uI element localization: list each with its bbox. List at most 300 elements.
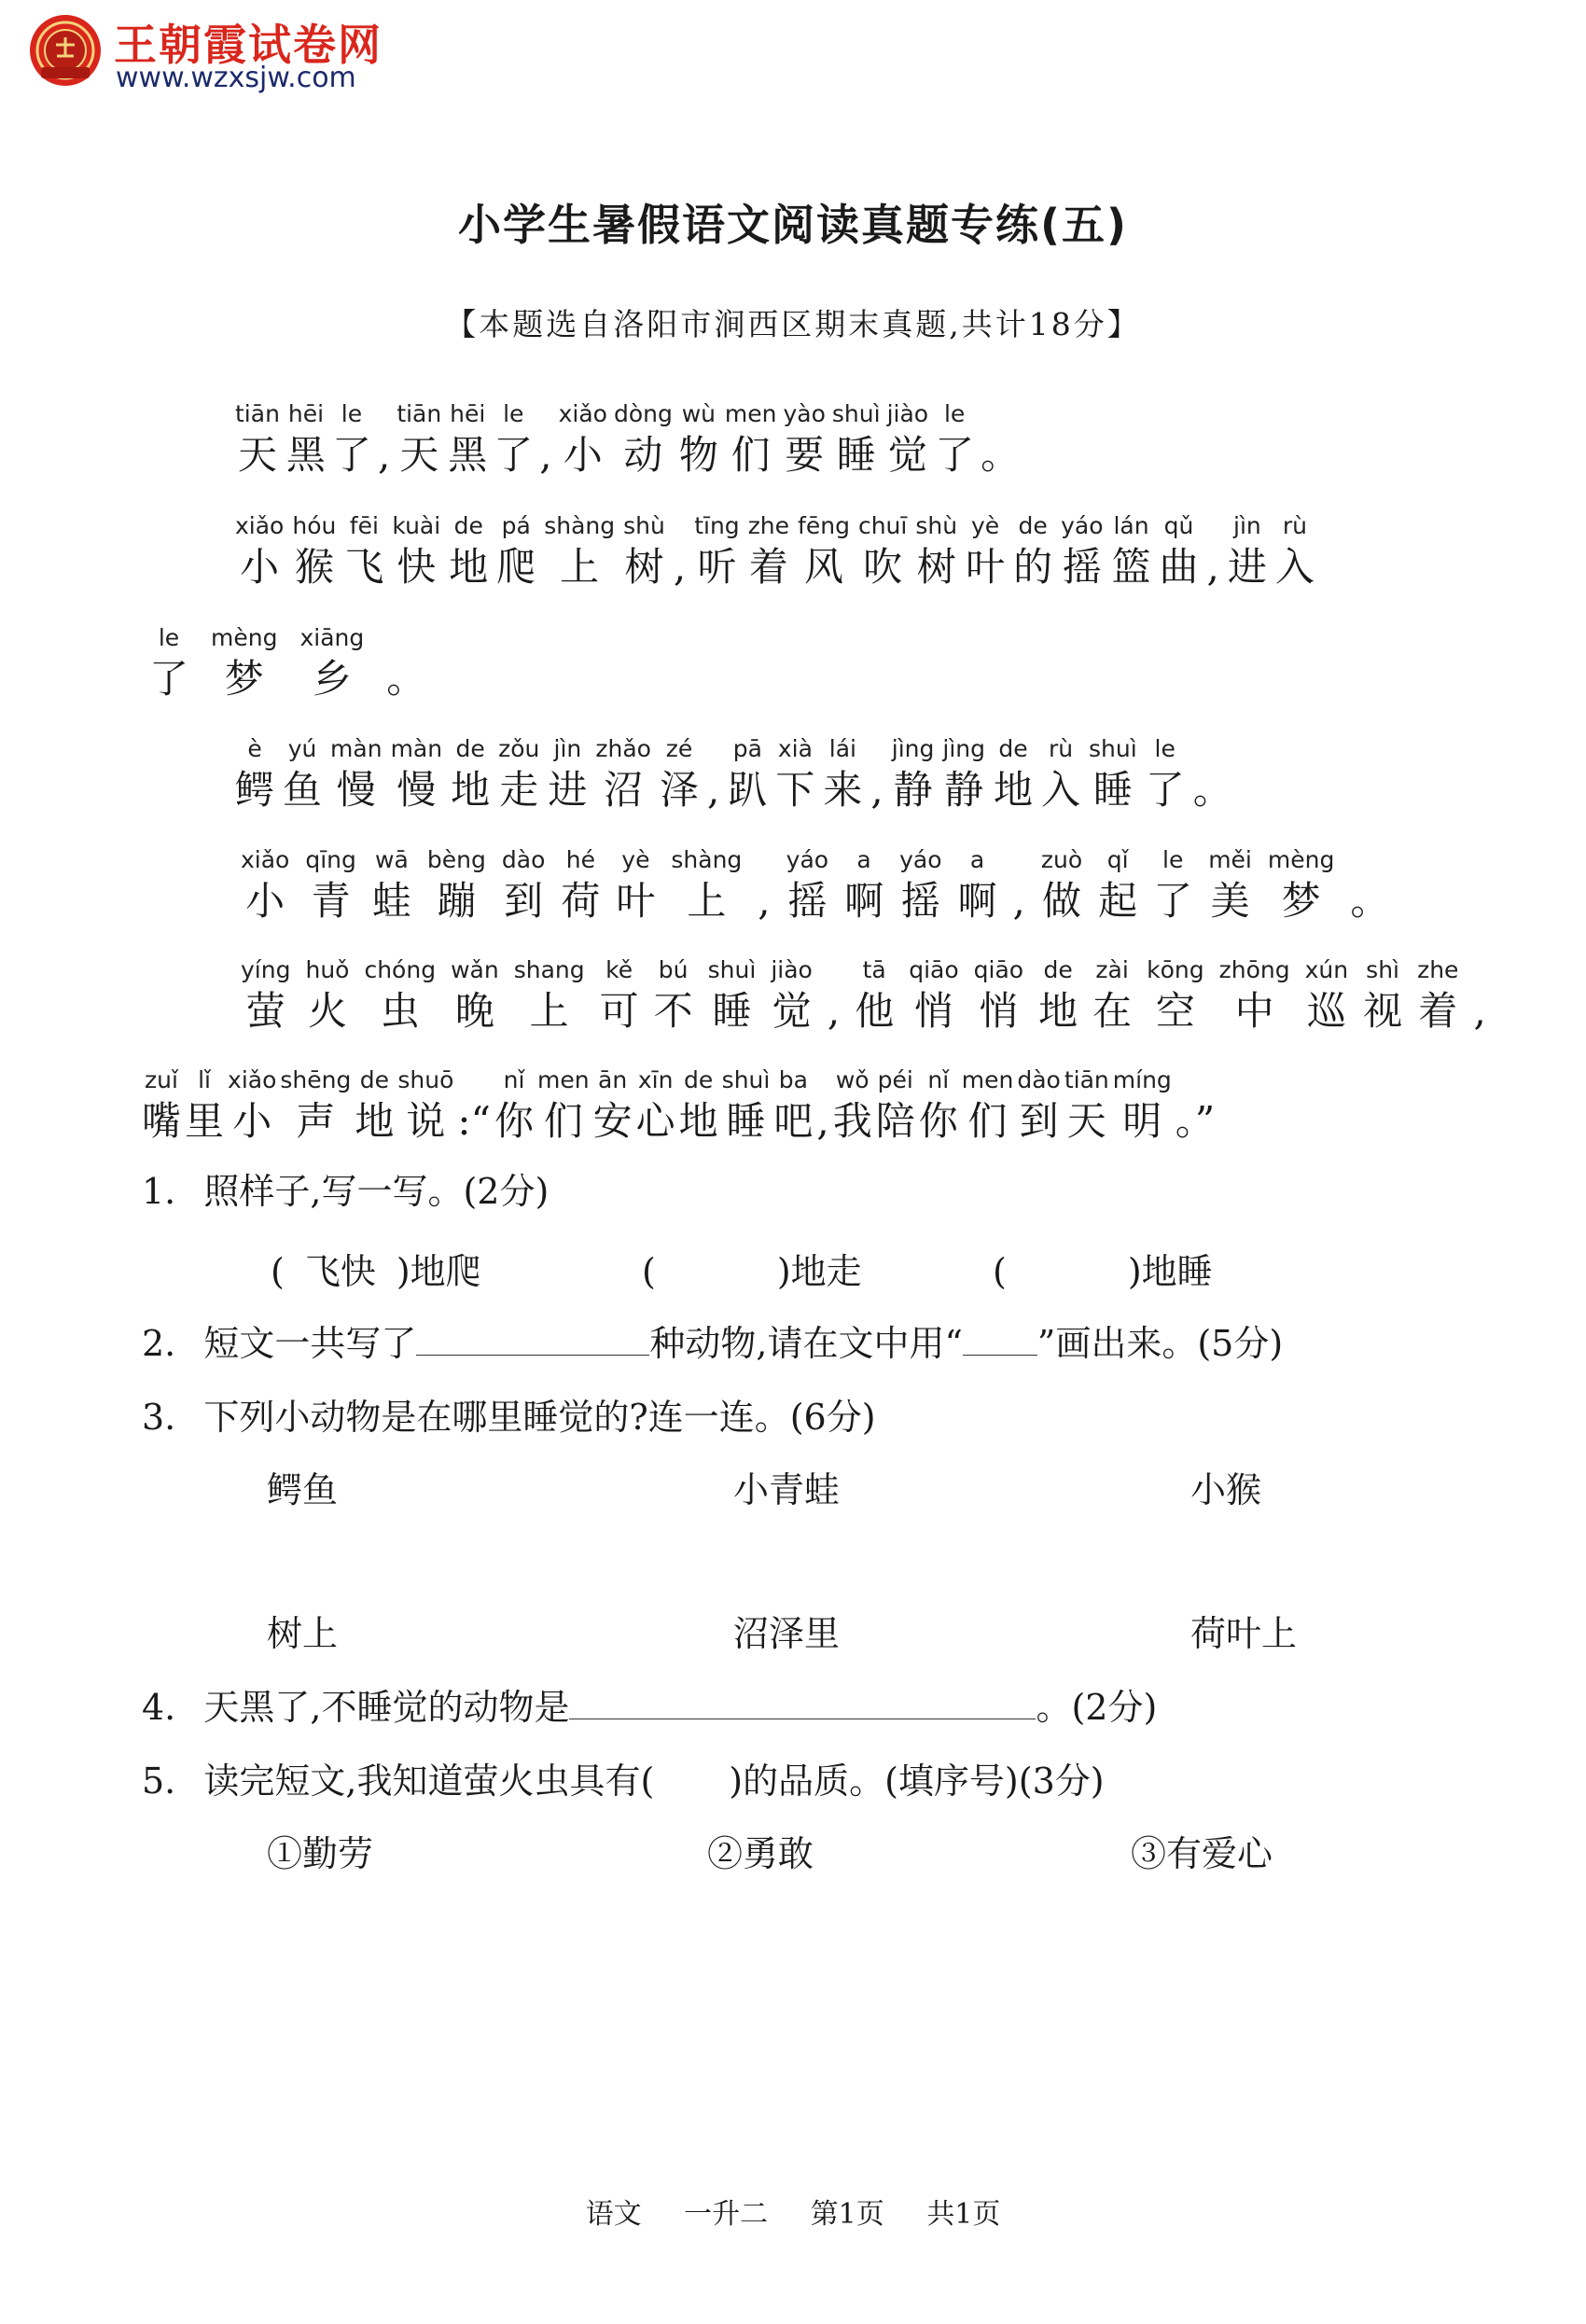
pinyin: jìn: [1233, 512, 1261, 539]
footer-grade: 一升二: [684, 2198, 769, 2231]
hanzi: 觉: [887, 432, 927, 478]
hanzi: 下: [775, 767, 815, 813]
hanzi: 地: [1038, 988, 1078, 1034]
hanzi: :“: [457, 1098, 492, 1144]
question-text-part: )的品质。(填序号)(3分): [729, 1760, 1105, 1802]
hanzi: 地: [355, 1098, 395, 1144]
pinyin: míng: [1112, 1066, 1172, 1093]
pinyin: fēng: [798, 512, 850, 539]
pinyin: yáo: [1061, 512, 1104, 539]
underline-mark-sample: [963, 1323, 1037, 1356]
pinyin: hēi: [450, 400, 486, 427]
ruby-unit: [958, 845, 997, 927]
question-text-part: 读完短文,我知道萤火虫具有(: [203, 1760, 655, 1802]
question-2: [142, 1315, 1283, 1366]
ruby-unit: [773, 1065, 813, 1148]
ruby-unit: [855, 955, 894, 1037]
ruby-unit: [241, 955, 290, 1037]
hanzi: 。: [981, 432, 1021, 478]
ruby-unit: [396, 399, 441, 481]
ruby-unit: [496, 511, 536, 593]
question-text-part: 短文一共写了: [203, 1323, 417, 1364]
hanzi: 我: [832, 1098, 872, 1144]
hanzi: 树: [916, 544, 956, 590]
pinyin: zhōng: [1218, 956, 1290, 983]
question-number: 3.: [142, 1397, 176, 1438]
pinyin: shù: [915, 512, 958, 539]
ruby-unit: [235, 511, 284, 593]
pinyin: dào: [1017, 1066, 1061, 1093]
hanzi: 爬: [496, 544, 536, 590]
pinyin: lái: [828, 735, 856, 762]
question-1: [142, 1162, 549, 1214]
hanzi: 到: [504, 878, 544, 924]
ruby-unit: [616, 845, 655, 927]
ruby-unit: [654, 955, 693, 1037]
ruby-unit: [1064, 1065, 1109, 1148]
ruby-unit: [494, 1065, 534, 1148]
question-number: 4.: [142, 1687, 176, 1728]
pinyin: nǐ: [927, 1066, 950, 1093]
question-5: [142, 1752, 1105, 1803]
hanzi: ,: [673, 544, 687, 590]
pinyin: tiān: [396, 400, 442, 427]
pinyin: yáo: [786, 846, 829, 873]
ruby-unit: [1153, 845, 1192, 927]
passage-line: [241, 845, 1389, 927]
pinyin: ba: [778, 1066, 808, 1093]
hanzi: 的: [1013, 544, 1053, 590]
q1-blank-2: [993, 1243, 1213, 1294]
ruby-unit: [378, 399, 390, 481]
pinyin: a: [856, 846, 871, 873]
ruby-unit: [786, 845, 828, 927]
ruby-unit: [1017, 1065, 1060, 1148]
pinyin: shuì: [707, 956, 757, 983]
hanzi: ,: [758, 878, 771, 924]
option-2[interactable]: ②勇敢: [707, 1833, 814, 1874]
pinyin: jiào: [771, 956, 813, 983]
pinyin: jìng: [891, 735, 935, 762]
pinyin: chuī: [857, 512, 908, 539]
hanzi: 听: [697, 544, 737, 590]
ruby-unit: [679, 399, 718, 481]
pinyin: wǎn: [451, 956, 499, 983]
hanzi: 进: [548, 767, 588, 813]
ruby-unit: [1208, 845, 1252, 927]
pinyin: jìng: [942, 735, 985, 762]
hanzi: 猴: [294, 544, 334, 590]
pinyin: chóng: [364, 956, 437, 983]
ruby-unit: [694, 511, 739, 593]
page-subtitle: 【本题选自洛阳市涧西区期末真题,共计18分】: [445, 306, 1141, 342]
ruby-unit: [427, 845, 486, 927]
hanzi: 在: [1092, 988, 1133, 1034]
ruby-unit: [974, 955, 1023, 1037]
ruby-unit: [1160, 511, 1199, 593]
pinyin: hóu: [292, 512, 337, 539]
pinyin: le: [943, 400, 966, 427]
match-place-2[interactable]: 沼泽里: [733, 1613, 841, 1654]
pinyin: bú: [658, 956, 689, 983]
hanzi: 安: [592, 1098, 633, 1144]
ruby-unit: [559, 399, 607, 481]
hanzi: 小: [240, 544, 280, 590]
hanzi: 明: [1122, 1098, 1162, 1144]
hanzi: 你: [494, 1098, 535, 1144]
hanzi: 地: [993, 767, 1033, 813]
ruby-unit: [457, 1065, 491, 1148]
hanzi: 们: [967, 1098, 1008, 1144]
ruby-unit: [391, 734, 443, 816]
hanzi: 了: [1153, 878, 1193, 924]
ruby-unit: [561, 845, 600, 927]
hanzi: 风: [803, 544, 843, 590]
hanzi: 沼: [604, 767, 644, 813]
hanzi: 悄: [913, 988, 953, 1034]
pinyin: xiǎo: [235, 512, 285, 539]
paren-open: (: [993, 1251, 1007, 1292]
pinyin: xiǎo: [241, 846, 290, 873]
hanzi: 物: [678, 432, 718, 478]
hanzi: ,: [377, 432, 391, 478]
ruby-unit: [1350, 845, 1389, 927]
hanzi: 叶: [966, 544, 1006, 590]
pinyin: qǔ: [1163, 512, 1194, 539]
hanzi: ,: [816, 1098, 829, 1144]
ruby-unit: [539, 399, 551, 481]
ruby-unit: [280, 1065, 351, 1148]
pinyin: rù: [1282, 512, 1307, 539]
ruby-unit: [828, 955, 840, 1037]
ruby-unit: [1089, 734, 1137, 816]
hanzi: 。: [386, 656, 426, 702]
ruby-unit: [887, 399, 929, 481]
passage-line: [235, 511, 1315, 593]
example-answer: 飞快: [304, 1251, 376, 1292]
hanzi: 巡: [1306, 988, 1346, 1034]
hanzi: 着: [1418, 988, 1458, 1034]
ruby-unit: [498, 734, 539, 816]
ruby-unit: [1041, 734, 1080, 816]
ruby-unit: [397, 1065, 453, 1148]
pinyin: de: [359, 1066, 389, 1093]
pinyin: fēi: [349, 512, 379, 539]
hanzi: 陪: [875, 1098, 915, 1144]
hanzi: 慢: [336, 767, 376, 813]
pinyin: tīng: [694, 512, 740, 539]
hanzi: 心: [635, 1098, 675, 1144]
pinyin: shuō: [397, 1066, 454, 1093]
hanzi: 摇: [787, 878, 828, 924]
ruby-unit: [372, 845, 411, 927]
ruby-unit: [623, 511, 665, 593]
ruby-unit: [451, 734, 490, 816]
hanzi: 黑: [285, 432, 326, 478]
hanzi: 静: [944, 767, 984, 813]
hanzi: 视: [1363, 988, 1403, 1034]
hanzi: 青: [311, 878, 351, 924]
pinyin: xiǎo: [558, 400, 607, 427]
pinyin: xiāng: [299, 624, 365, 651]
ruby-unit: [364, 955, 436, 1037]
blank-suffix: )地睡: [1127, 1251, 1213, 1292]
hanzi: 黑: [448, 432, 488, 478]
match-place-3[interactable]: 荷叶上: [1190, 1613, 1298, 1654]
pinyin: màn: [330, 735, 383, 762]
hanzi: 入: [1041, 767, 1081, 813]
ruby-unit: [1228, 511, 1267, 593]
brand-url: www.wzxsjw.com: [116, 62, 356, 94]
ruby-unit: [981, 399, 1020, 481]
hanzi: 啊: [844, 878, 884, 924]
hanzi: 们: [543, 1098, 583, 1144]
pinyin: qiāo: [909, 956, 959, 983]
page-footer: [0, 2191, 1586, 2232]
pinyin: qiāo: [973, 956, 1024, 983]
question-number: 5.: [142, 1760, 176, 1802]
pinyin: hé: [565, 846, 595, 873]
ruby-unit: [858, 511, 907, 593]
answer-blank[interactable]: [569, 1687, 1036, 1719]
animal-count-blank[interactable]: [416, 1323, 649, 1356]
hanzi: 走: [499, 767, 539, 813]
match-animal-1[interactable]: 鳄鱼: [267, 1469, 339, 1510]
hanzi: 小: [563, 432, 603, 478]
option-3[interactable]: ③有爱心: [1131, 1833, 1273, 1874]
ruby-unit: [448, 399, 487, 481]
ruby-unit: [1176, 1065, 1215, 1148]
example-suffix: )地爬: [396, 1251, 481, 1292]
ruby-unit: [771, 955, 813, 1037]
ruby-unit: [722, 1065, 771, 1148]
hanzi: 要: [785, 432, 825, 478]
pinyin: le: [1162, 846, 1184, 873]
ruby-unit: [142, 1065, 181, 1148]
pinyin: shuì: [1089, 735, 1137, 762]
question-text-part: 天黑了,不睡觉的动物是: [203, 1687, 570, 1728]
ruby-unit: [1268, 845, 1334, 927]
ruby-unit: [708, 955, 757, 1037]
pinyin: lǐ: [198, 1066, 211, 1093]
hanzi: 里: [185, 1098, 225, 1144]
pinyin: hēi: [287, 400, 325, 427]
hanzi: 树: [624, 544, 664, 590]
pinyin: yáo: [899, 846, 942, 873]
ruby-unit: [798, 511, 850, 593]
pinyin: péi: [877, 1066, 913, 1093]
ruby-unit: [707, 734, 719, 816]
pinyin: de: [455, 735, 485, 762]
pinyin: xún: [1304, 956, 1349, 983]
pinyin: a: [969, 846, 985, 873]
pinyin: màn: [390, 735, 443, 762]
hanzi: ,: [1473, 988, 1486, 1034]
pinyin: shàng: [671, 846, 743, 873]
hanzi: 蹦: [437, 878, 477, 924]
ruby-unit: [392, 511, 440, 593]
match-animal-2[interactable]: 小青蛙: [733, 1469, 841, 1510]
hanzi: 鳄: [235, 767, 275, 813]
pinyin: shuì: [721, 1066, 771, 1093]
hanzi: ,: [870, 767, 883, 813]
pinyin: men: [537, 1066, 590, 1093]
ruby-unit: [544, 511, 615, 593]
ruby-unit: [1041, 845, 1082, 927]
ruby-unit: [758, 845, 770, 927]
ruby-unit: [870, 734, 883, 816]
hanzi: ,: [539, 432, 552, 478]
hanzi: 梦: [224, 656, 264, 702]
pinyin: yú: [287, 735, 317, 762]
pinyin: tiān: [235, 400, 280, 427]
pinyin: le: [341, 400, 363, 427]
ruby-unit: [1207, 511, 1219, 593]
hanzi: 篮: [1111, 544, 1151, 590]
pinyin: shang: [513, 956, 585, 983]
pinyin: de: [1043, 956, 1073, 983]
pinyin: è: [247, 735, 262, 762]
match-animal-3[interactable]: 小猴: [1190, 1469, 1262, 1510]
ruby-unit: [386, 623, 425, 705]
pinyin: zhe: [747, 512, 790, 539]
hanzi: 。: [1350, 878, 1390, 924]
ruby-unit: [671, 845, 742, 927]
hanzi: 了: [935, 432, 975, 478]
ruby-unit: [1092, 955, 1132, 1037]
hanzi: 睡: [726, 1098, 766, 1144]
footer-page: 第1页: [810, 2198, 884, 2231]
pinyin: rù: [1048, 735, 1074, 762]
pinyin: shàng: [544, 512, 616, 539]
hanzi: 上: [560, 544, 600, 590]
pinyin: yào: [783, 400, 826, 427]
page-title: 小学生暑假语文阅读真题专练(五): [457, 200, 1129, 250]
ruby-unit: [235, 399, 280, 481]
passage-line: [149, 623, 425, 705]
question-text-part: ”画出来。(5分): [1036, 1323, 1284, 1364]
pinyin: xià: [777, 735, 813, 762]
hanzi: 睡: [836, 432, 876, 478]
ruby-unit: [660, 734, 699, 816]
q1-example: [271, 1243, 481, 1294]
ruby-unit: [823, 734, 862, 816]
pinyin: kě: [605, 956, 633, 983]
blank-suffix: )地走: [776, 1251, 862, 1292]
hanzi: 啊: [957, 878, 997, 924]
ruby-unit: [962, 1065, 1014, 1148]
hanzi: 摇: [1062, 544, 1102, 590]
hanzi: 睡: [712, 988, 752, 1034]
passage-line: [235, 734, 1232, 816]
pinyin: mèng: [211, 624, 278, 651]
pinyin: le: [1154, 735, 1176, 762]
pinyin: de: [453, 512, 483, 539]
pinyin: pá: [501, 512, 531, 539]
hanzi: 睡: [1092, 767, 1133, 813]
footer-subject: 语文: [585, 2198, 642, 2231]
ruby-unit: [909, 955, 958, 1037]
pinyin: tā: [862, 956, 886, 983]
question-text-part: 。(2分): [1036, 1687, 1158, 1728]
ruby-unit: [1305, 955, 1348, 1037]
ruby-unit: [299, 623, 364, 705]
hanzi: 曲: [1159, 544, 1199, 590]
ruby-unit: [915, 511, 957, 593]
pinyin: zé: [665, 735, 693, 762]
match-place-1[interactable]: 树上: [267, 1613, 339, 1654]
ruby-unit: [1275, 511, 1315, 593]
question-text: 照样子,写一写。(2分): [203, 1171, 550, 1212]
hanzi: 来: [823, 767, 863, 813]
hanzi: 做: [1042, 878, 1082, 924]
hanzi: 进: [1227, 544, 1267, 590]
paren-open: (: [271, 1251, 285, 1292]
pinyin: de: [684, 1066, 714, 1093]
pinyin: zhe: [1417, 956, 1459, 983]
hanzi: 觉: [772, 988, 812, 1034]
pinyin: zài: [1095, 956, 1129, 983]
hanzi: 地: [678, 1098, 718, 1144]
passage-line: [142, 1065, 1215, 1148]
pinyin: ān: [598, 1066, 628, 1093]
pinyin: qīng: [305, 846, 356, 873]
ruby-unit: [292, 511, 336, 593]
hanzi: 吹: [863, 544, 903, 590]
hanzi: 荷: [561, 878, 601, 924]
hanzi: ,: [1206, 544, 1219, 590]
pinyin: de: [998, 735, 1028, 762]
hanzi: 叶: [616, 878, 656, 924]
pinyin: jìn: [553, 735, 582, 762]
hanzi: 了: [494, 432, 534, 478]
ruby-unit: [899, 845, 941, 927]
hanzi: 泽: [659, 767, 699, 813]
ruby-unit: [1363, 955, 1402, 1037]
ruby-unit: [748, 511, 789, 593]
hanzi: 趴: [728, 767, 768, 813]
option-1[interactable]: ①勤劳: [267, 1833, 374, 1874]
hanzi: 飞: [344, 544, 384, 590]
hanzi: 火: [307, 988, 347, 1034]
passage-line: [235, 399, 1020, 481]
ruby-unit: [1417, 955, 1458, 1037]
pinyin: wǒ: [835, 1066, 870, 1093]
ruby-unit: [185, 1065, 224, 1148]
ruby-unit: [1098, 845, 1137, 927]
hanzi: 天: [399, 432, 439, 478]
pinyin: shuì: [831, 400, 881, 427]
hanzi: 入: [1274, 544, 1315, 590]
hanzi: 慢: [396, 767, 437, 813]
ruby-unit: [330, 734, 383, 816]
ruby-unit: [1038, 955, 1078, 1037]
ruby-unit: [966, 511, 1005, 593]
ruby-unit: [942, 734, 985, 816]
hanzi: 小: [232, 1098, 272, 1144]
ruby-unit: [1113, 1065, 1172, 1148]
hanzi: 鱼: [283, 767, 323, 813]
pinyin: shù: [623, 512, 665, 539]
pinyin: dào: [501, 846, 546, 873]
ruby-unit: [305, 955, 349, 1037]
pinyin: le: [158, 624, 180, 651]
ruby-unit: [283, 734, 322, 816]
hanzi: 不: [653, 988, 693, 1034]
ruby-unit: [1219, 955, 1290, 1037]
ruby-unit: [595, 734, 651, 816]
hanzi: 乡: [312, 656, 352, 702]
